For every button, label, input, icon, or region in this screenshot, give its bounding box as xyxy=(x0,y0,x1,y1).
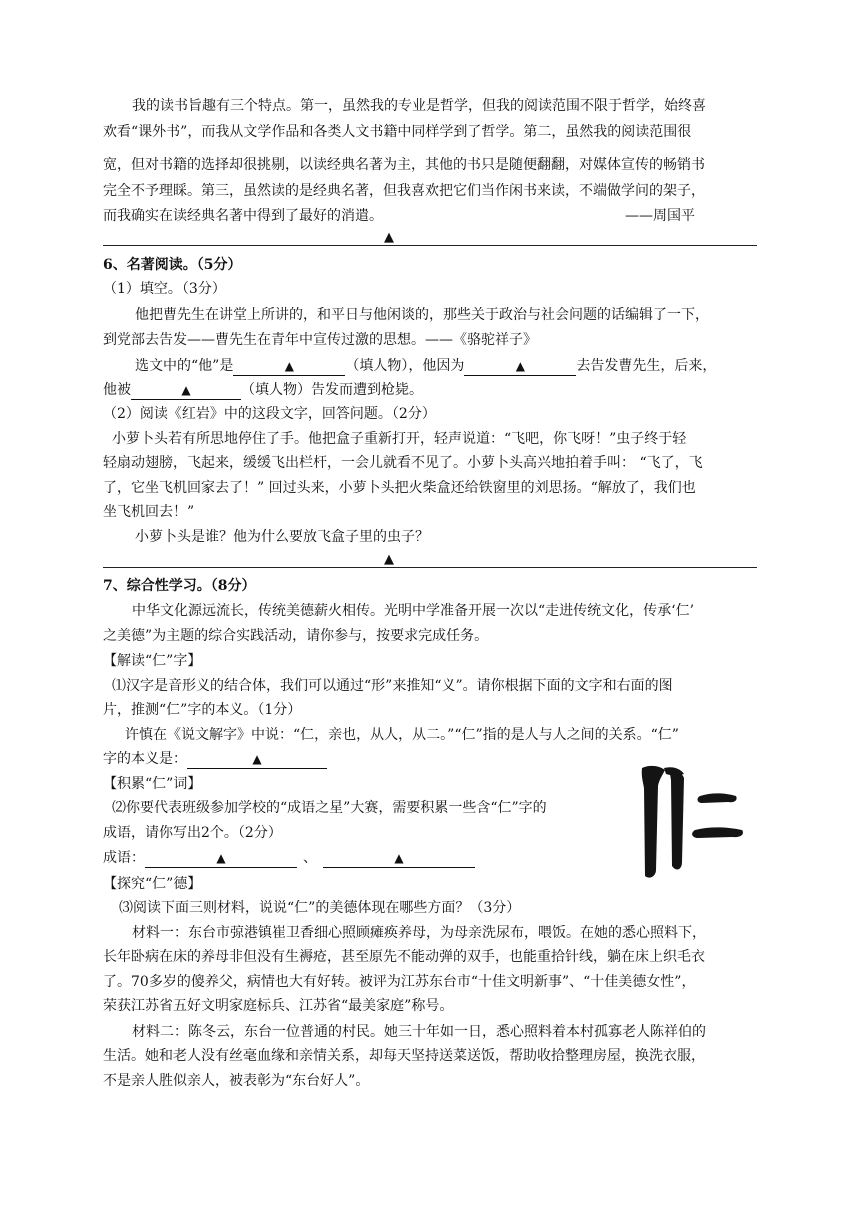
fill-line-b xyxy=(103,380,423,400)
benyi-line xyxy=(103,749,327,769)
chengyu-label: 成语： xyxy=(103,850,145,866)
passage-line: 完全不予理睬。第三，虽然读的是经典名著，但我喜欢把它们当作闲书来读，不端做学问的架子， xyxy=(103,183,705,199)
hongyan-line: 轻扇动翅膀，飞起来，缓缓飞出栏杆，一会儿就看不见了。小萝卜头高兴地拍着手叫： “飞了，飞 xyxy=(103,455,703,471)
section-heading: 【解读“仁”字】 xyxy=(103,653,202,669)
fill-text: 他被 xyxy=(103,382,131,398)
passage-line: 欢看“课外书”，而我从文学作品和各类人文书籍中同样学到了哲学。第二，虽然我的阅读范围很 xyxy=(103,124,692,140)
excerpt-line: 到党部去告发——曹先生在青年中宣传过激的思想。——《骆驼祥子》 xyxy=(103,332,537,348)
answer-blank[interactable]: ▲ xyxy=(464,358,576,376)
q7-q2-line: ⑵你要代表班级参加学校的“成语之星”大赛，需要积累一些含“仁”字的 xyxy=(112,800,547,816)
divider xyxy=(103,245,757,246)
material-line: 材料二：陈冬云，东台一位普通的村民。她三十年如一日，悉心照料着本村孤寡老人陈祥伯的 xyxy=(132,1024,706,1040)
q7-title: 7、综合性学习。（8分） xyxy=(103,578,256,594)
material-line: 了。70多岁的傻养父，病情也大有好转。被评为江苏东台市“十佳文明新事”、“十佳美德女性”， xyxy=(103,974,696,990)
q6-title: 6、名著阅读。（5分） xyxy=(103,257,242,273)
passage-author: ——周国平 xyxy=(625,208,695,224)
hongyan-line: 小萝卜头若有所思地停住了手。他把盒子重新打开，轻声说道：“飞吧，你飞呀！”虫子终于轻 xyxy=(112,431,687,447)
material-line: 不是亲人胜似亲人，被表彰为“东台好人”。 xyxy=(103,1073,370,1089)
q7-q1-line: 片，推测“仁”字的本义。（1分） xyxy=(103,702,302,718)
answer-blank[interactable]: ▲ xyxy=(187,751,327,769)
material-line: 材料一：东台市弶港镇崔卫香细心照顾瘫痪养母，为母亲洗尿布，喂饭。在她的悉心照料下， xyxy=(132,925,706,941)
answer-blank[interactable]: ▲ xyxy=(145,850,297,868)
ren-calligraphy-image xyxy=(632,758,748,882)
fill-text: （填人物）告发而遭到枪毙。 xyxy=(241,382,423,398)
material-line: 长年卧病在床的养母非但没有生褥疮，甚至原先不能动弹的双手，也能重拾针线，躺在床上织毛衣 xyxy=(103,949,705,965)
divider xyxy=(103,567,757,568)
answer-mark: ▲ xyxy=(384,552,394,567)
passage-line: 我的读书旨趣有三个特点。第一，虽然我的专业是哲学，但我的阅读范围不限于哲学，始终喜 xyxy=(132,98,706,114)
q6-question: 小萝卜头是谁？他为什么要放飞盒子里的虫子？ xyxy=(135,529,429,545)
excerpt-line: 他把曹先生在讲堂上所讲的，和平日与他闲谈的，那些关于政治与社会问题的话编辑了一下， xyxy=(135,307,709,323)
q7-q2-line: 成语，请你写出2个。（2分） xyxy=(103,825,282,841)
passage-line: 而我确实在读经典名著中得到了最好的消遣。 xyxy=(103,208,383,224)
hongyan-line: 了，它坐飞机回家去了！” 回过头来，小萝卜头把火柴盒还给铁窗里的刘思扬。“解放了，我们也 xyxy=(103,480,696,496)
chengyu-line xyxy=(103,848,475,868)
section-heading: 【积累“仁”词】 xyxy=(103,776,202,792)
q6-sub2-title: （2）阅读《红岩》中的这段文字，回答问题。（2分） xyxy=(103,406,436,422)
fill-text: 选文中的“他”是 xyxy=(135,358,234,374)
material-line: 生活。她和老人没有丝毫血缘和亲情关系，却每天坚持送菜送饭，帮助收拾整理房屋，换洗衣服， xyxy=(103,1048,705,1064)
shuowen-quote: 许慎在《说文解字》中说：“仁，亲也，从人，从二。”“仁”指的是人与人之间的关系。“仁” xyxy=(125,727,679,743)
hongyan-line: 坐飞机回去！” xyxy=(103,504,195,520)
chengyu-separator: 、 xyxy=(303,850,317,866)
q7-q3: ⑶阅读下面三则材料，说说“仁”的美德体现在哪些方面？（3分） xyxy=(119,900,521,916)
answer-blank[interactable]: ▲ xyxy=(233,358,345,376)
passage-line: 宽，但对书籍的选择却很挑剔，以读经典名著为主，其他的书只是随便翻翻，对媒体宣传的畅销书 xyxy=(103,157,705,173)
q7-intro-line: 中华文化源远流长，传统美德薪火相传。光明中学准备开展一次以“走进传统文化，传承‘仁’ xyxy=(132,603,695,619)
answer-mark: ▲ xyxy=(384,230,394,245)
fill-line-a xyxy=(135,356,716,376)
benyi-label: 字的本义是： xyxy=(103,751,187,767)
fill-text: 去告发曹先生，后来， xyxy=(576,358,717,374)
material-line: 荣获江苏省五好文明家庭标兵、江苏省“最美家庭”称号。 xyxy=(103,998,454,1014)
q7-intro-line: 之美德”为主题的综合实践活动，请你参与，按要求完成任务。 xyxy=(103,628,489,644)
q7-q1-line: ⑴汉字是音形义的结合体，我们可以通过“形”来推知“义”。请你根据下面的文字和右面的图 xyxy=(112,678,673,694)
q6-sub1-title: （1）填空。（3分） xyxy=(103,281,226,297)
answer-blank[interactable]: ▲ xyxy=(131,382,241,400)
section-heading: 【探究“仁”德】 xyxy=(103,876,202,892)
fill-text: （填人物），他因为 xyxy=(345,358,465,374)
answer-blank[interactable]: ▲ xyxy=(323,850,475,868)
